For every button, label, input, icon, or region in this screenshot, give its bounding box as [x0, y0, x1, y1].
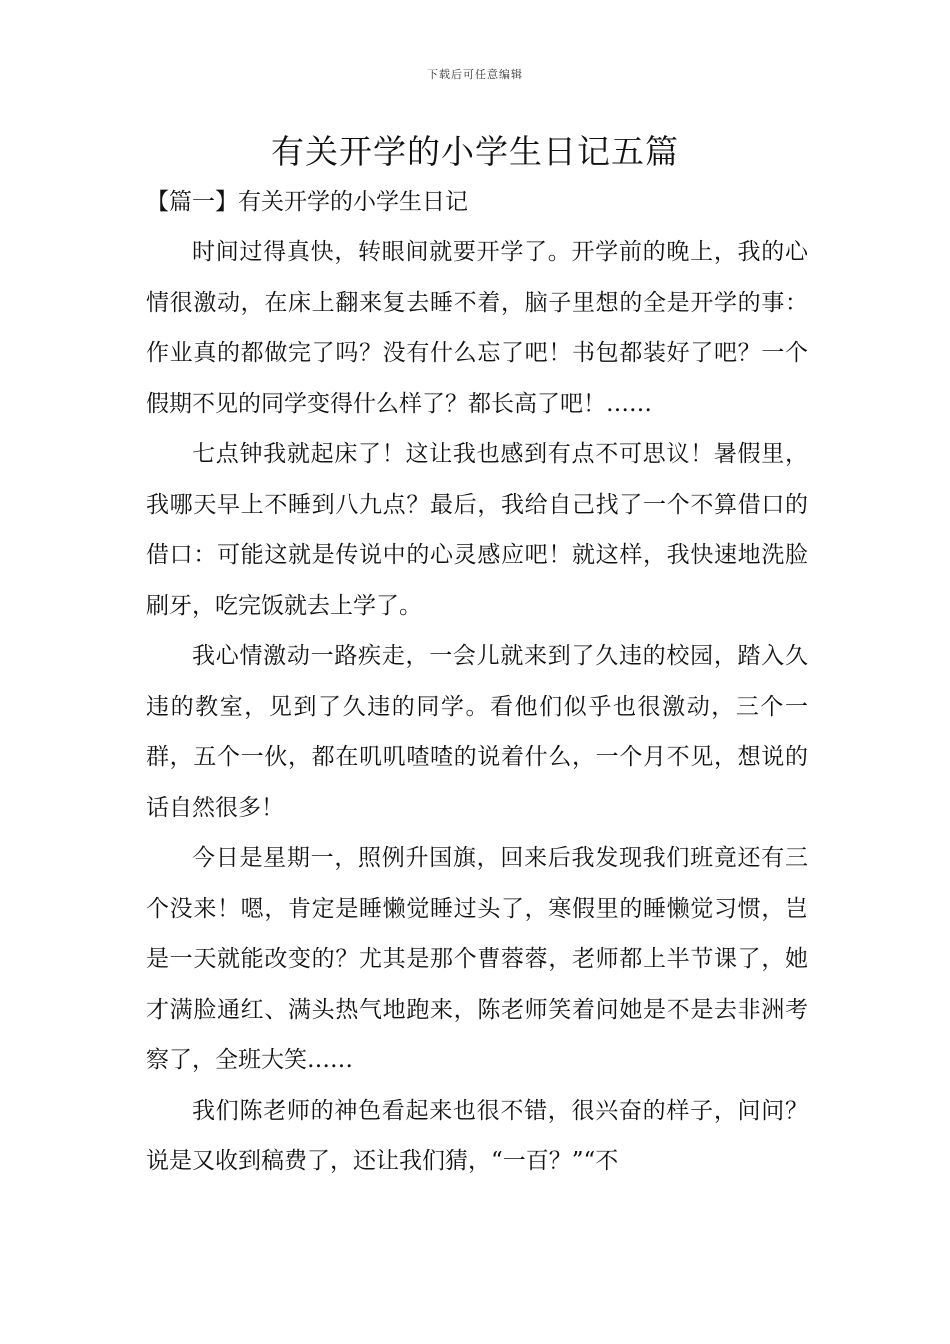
header-note: 下载后可任意编辑: [427, 68, 523, 81]
document-title: 有关开学的小学生日记五篇: [271, 132, 679, 171]
paragraph: 我心情激动一路疾走，一会儿就来到了久违的校园，踏入久违的教室，见到了久违的同学。看他们似乎也很激动，三个一群，五个一伙，都在叽叽喳喳的说着什么，一个月不见，想说的话自然很多！: [146, 643, 808, 821]
paragraph: 时间过得真快，转眼间就要开学了。开学前的晚上，我的心情很激动，在床上翻来复去睡不着，脑子里想的全是开学的事：作业真的都做完了吗？没有什么忘了吧！书包都装好了吧？一个假期不见的同学变得什么样了？都长高了吧！……: [146, 239, 808, 417]
diary-body: [146, 227, 808, 1187]
paragraph: 七点钟我就起床了！这让我也感到有点不可思议！暑假里，我哪天早上不睡到八九点？最后，我给自己找了一个不算借口的借口：可能这就是传说中的心灵感应吧！就这样，我快速地洗脸刷牙，吃完饭就去上学了。: [146, 441, 808, 619]
paragraph: 今日是星期一，照例升国旗，回来后我发现我们班竟还有三个没来！嗯，肯定是睡懒觉睡过头了，寒假里的睡懒觉习惯，岂是一天就能改变的？尤其是那个曹蓉蓉，老师都上半节课了，她才满脸通红、满头热气地跑来，陈老师笑着问她是不是去非洲考察了，全班大笑……: [146, 845, 808, 1073]
section-heading: 【篇一】有关开学的小学生日记: [146, 189, 468, 215]
paragraph: 我们陈老师的神色看起来也很不错，很兴奋的样子，问问？说是又收到稿费了，还让我们猜，“一百？”“不: [146, 1097, 808, 1174]
